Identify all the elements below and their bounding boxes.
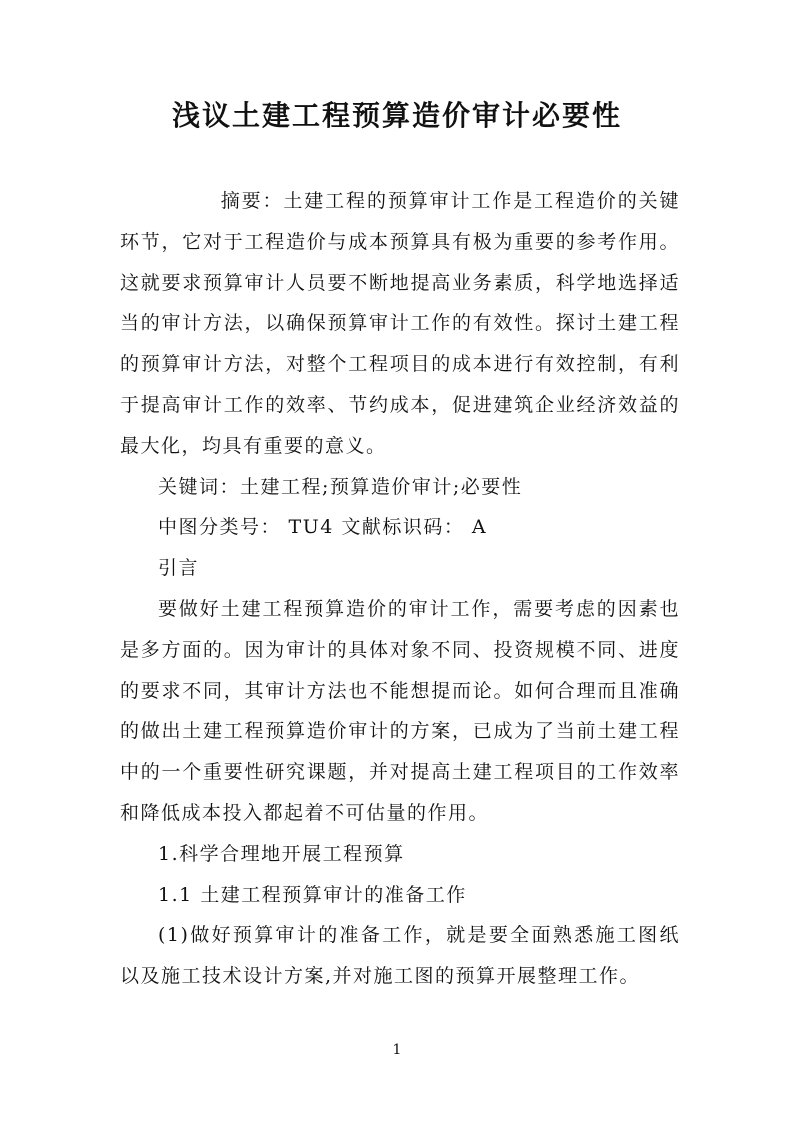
classification-line: 中图分类号： TU4 文献标识码： A <box>158 516 488 539</box>
section-heading-introduction: 引言 <box>158 557 200 580</box>
section-heading-1: 1.科学合理地开展工程预算 <box>158 842 405 865</box>
section-heading-1-1: 1.1 土建工程预算审计的准备工作 <box>158 883 467 906</box>
introduction-paragraph: 要做好土建工程预算造价的审计工作，需要考虑的因素也是多方面的。因为审计的具体对象不同、投资规模不同、进度的要求不同，其审计方法也不能想提而论。如何合理而且准确的做出土建工程预算造价审计的方案，已成为了当前土建工程中的一个重要性研究课题，并对提高土建工程项目的工作效率和降低成本投入都起着不可估量的作用。 <box>120 597 680 824</box>
abstract-paragraph: 摘要：土建工程的预算审计工作是工程造价的关键环节，它对于工程造价与成本预算具有极为重要的参考作用。这就要求预算审计人员要不断地提高业务素质，科学地选择适当的审计方法，以确保预算审计工作的有效性。探讨土建工程的预算审计方法，对整个工程项目的成本进行有效控制，有利于提高审计工作的效率、节约成本，促进建筑企业经济效益的最大化，均具有重要的意义。 <box>120 190 680 457</box>
document-body <box>120 181 680 997</box>
page-number: 1 <box>392 1042 402 1058</box>
document-title: 浅议土建工程预算造价审计必要性 <box>171 99 622 132</box>
body-paragraph: (1)做好预算审计的准备工作，就是要全面熟悉施工图纸以及施工技术设计方案,并对施工图的预算开展整理工作。 <box>120 924 680 988</box>
keywords-line: 关键词：土建工程;预算造价审计;必要性 <box>158 475 523 498</box>
